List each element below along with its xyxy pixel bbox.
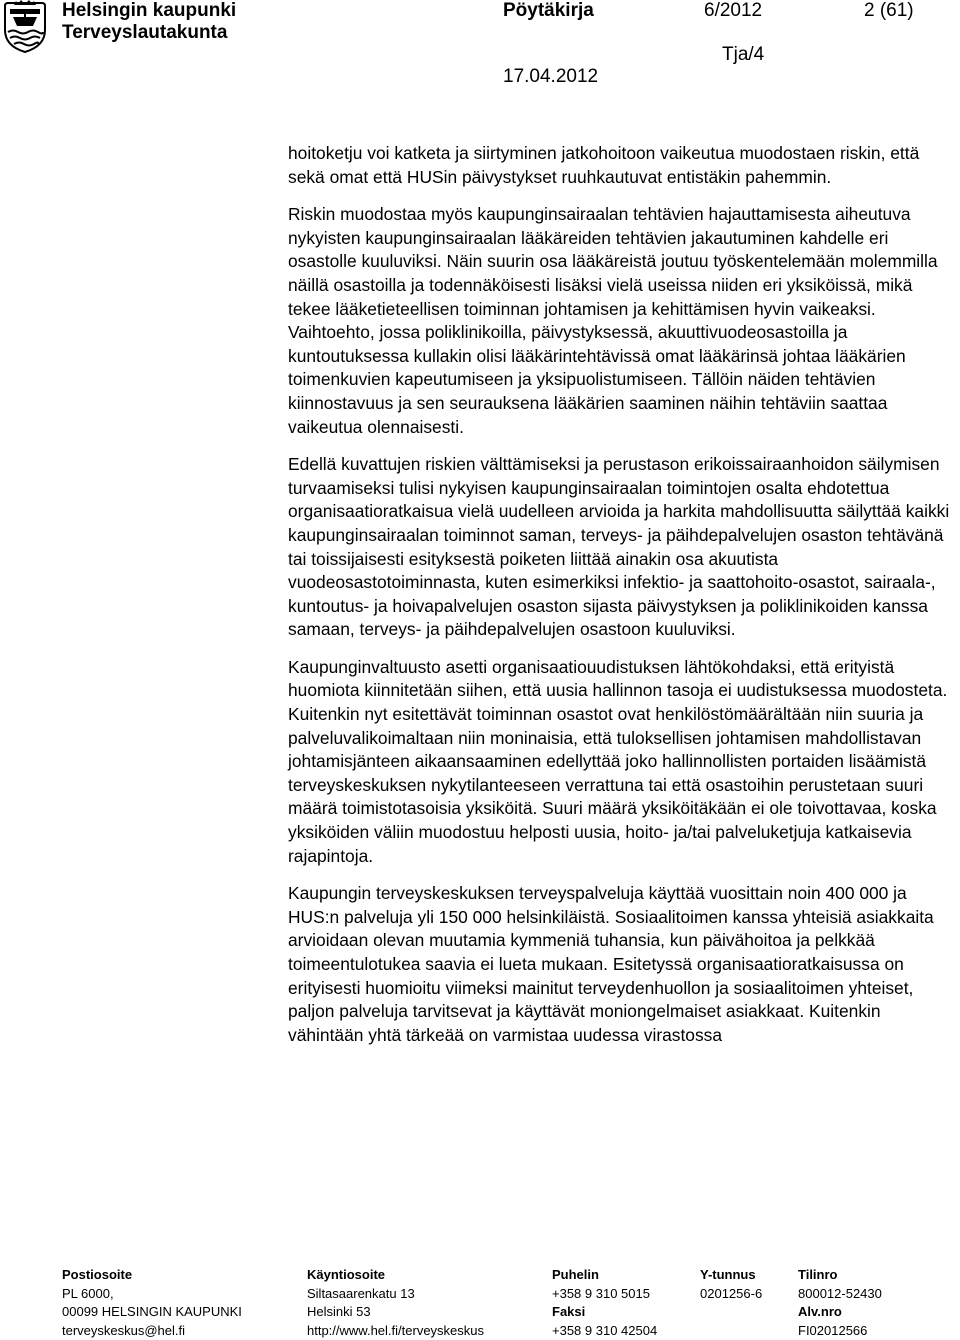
footer-label: Faksi: [552, 1303, 657, 1322]
footer-business-id: [700, 1266, 762, 1303]
organization-name: Helsingin kaupunki: [62, 0, 236, 22]
footer-line: PL 6000,: [62, 1285, 242, 1304]
paragraph: Edellä kuvattujen riskien välttämiseksi ja perustason erikoissairaanhoidon säilymisen turvaamiseksi tulisi nykyisen kaupunginsairaalan toimintojen osalta ehdotettua organisaatioratkaisua vielä uudelleen arvioida ja harkita mahdollisuutta säilyttää kaikki kaupunginsairaalan toiminnot saman, terveys- ja päihdepalvelujen osaston tehtävänä tai toissijaisesti esityksestä poiketen liittää ainakin osa akuutista vuodeosastotoiminnasta, kuten esimerkiksi infektio- ja saattohoito-osastot, sairaala-, kuntoutus- ja hoivapalvelujen osaston sijasta päivystyksen ja poliklinikoiden kanssa samaan, terveys- ja päihdepalvelujen osastoon kuuluviksi.: [288, 453, 953, 642]
document-number: 6/2012: [704, 0, 762, 22]
footer-label: Postiosoite: [62, 1266, 242, 1285]
document-type: Pöytäkirja: [503, 0, 594, 22]
footer-line: 00099 HELSINGIN KAUPUNKI: [62, 1303, 242, 1322]
footer-label: Tilinro: [798, 1266, 882, 1285]
meeting-date: 17.04.2012: [503, 66, 598, 88]
footer-line: 800012-52430: [798, 1285, 882, 1304]
footer-visiting-address: [307, 1266, 484, 1340]
footer-line: Siltasaarenkatu 13: [307, 1285, 484, 1304]
board-name: Terveyslautakunta: [62, 22, 227, 44]
footer-line: +358 9 310 5015: [552, 1285, 657, 1304]
paragraph: hoitoketju voi katketa ja siirtyminen jatkohoitoon vaikeutua muodostaen riskin, että sekä omat että HUSin päivystykset ruuhkautuvat entistäkin pahemmin.: [288, 142, 953, 189]
footer-postal-address: [62, 1266, 242, 1340]
helsinki-crest-icon: [2, 0, 48, 54]
footer-line: 0201256-6: [700, 1285, 762, 1304]
document-body: [288, 142, 953, 1047]
footer-label: Y-tunnus: [700, 1266, 762, 1285]
page-number: 2 (61): [864, 0, 914, 22]
footer-label: Alv.nro: [798, 1303, 882, 1322]
agenda-item: Tja/4: [722, 44, 764, 66]
footer-line: Helsinki 53: [307, 1303, 484, 1322]
footer-email-link[interactable]: terveyskeskus@hel.fi: [62, 1322, 242, 1340]
footer-line: +358 9 310 42504: [552, 1322, 657, 1340]
footer-account: [798, 1266, 882, 1340]
footer-phone: [552, 1266, 657, 1340]
footer-line: FI02012566: [798, 1322, 882, 1340]
paragraph: Kaupunginvaltuusto asetti organisaatiouudistuksen lähtökohdaksi, että erityistä huomiota kiinnitetään siihen, että uusia hallinnon tasoja ei uudistuksessa muodosteta. Kuitenkin nyt esitettävät toiminnan osastot ovat henkilöstömäärältään niin suuria ja palveluvalikoimaltaan niin moninaisia, että tuloksellisen johtamisen mahdollistavan johtamisjänteen aikaansaaminen edellyttää joko hallinnollisten portaiden lisäämistä terveyskeskuksen nykytilanteeseen verrattuna tai että osastoihin perustetaan suuri määrä toimistotasoisia yksiköitä. Suuri määrä yksiköitäkään ei ole toivottavaa, koska yksiköiden väliin muodostuu helposti uusia, hoito- ja/tai palveluketjuja katkaisevia rajapintoja.: [288, 656, 953, 868]
footer-website-link[interactable]: http://www.hel.fi/terveyskeskus: [307, 1322, 484, 1340]
paragraph: Riskin muodostaa myös kaupunginsairaalan tehtävien hajauttamisesta aiheutuva nykyisten kaupunginsairaalan lääkäreiden tehtävien jakautuminen kahdelle eri osastolle kuuluviksi. Näin suurin osa lääkäreistä joutuu työskentelemään molemmilla näillä osastoilla ja todennäköisesti lisäksi vielä useissa niiden eri yksiköissä, mikä tekee lääketieteellisen toiminnan johtamisen ja kehittämisen hyvin vaikeaksi. Vaihtoehto, jossa poliklinikoilla, päivystyksessä, akuuttivuodeosastoilla ja kuntoutuksessa kullakin olisi lääkärintehtävissä omat lääkärinsä johtaa lääkärien toimenkuvien kapeutumiseen ja yksipuolistumiseen. Tällöin näiden tehtävien kiinnostavuus ja sen seurauksena lääkärien saaminen näihin tehtäviin saattaa vaikeutua olennaisesti.: [288, 203, 953, 439]
footer-label: Käyntiosoite: [307, 1266, 484, 1285]
paragraph: Kaupungin terveyskeskuksen terveyspalveluja käyttää vuosittain noin 400 000 ja HUS:n palveluja yli 150 000 helsinkiläistä. Sosiaalitoimen kanssa yhteisiä asiakkaita arvioidaan olevan muutamia kymmeniä tuhansia, kun päivähoitoa ja pelkkää toimeentulotukea saavia ei lueta mukaan. Esitetyssä organisaatioratkaisussa on erityisesti huomioitu viimeksi mainitut terveydenhuollon ja sosiaalitoimen yhteiset, paljon palveluja tarvitsevat ja käyttävät moniongelmaiset asiakkaat. Kuitenkin vähintään yhtä tärkeää on varmistaa uudessa virastossa: [288, 882, 953, 1047]
footer-label: Puhelin: [552, 1266, 657, 1285]
